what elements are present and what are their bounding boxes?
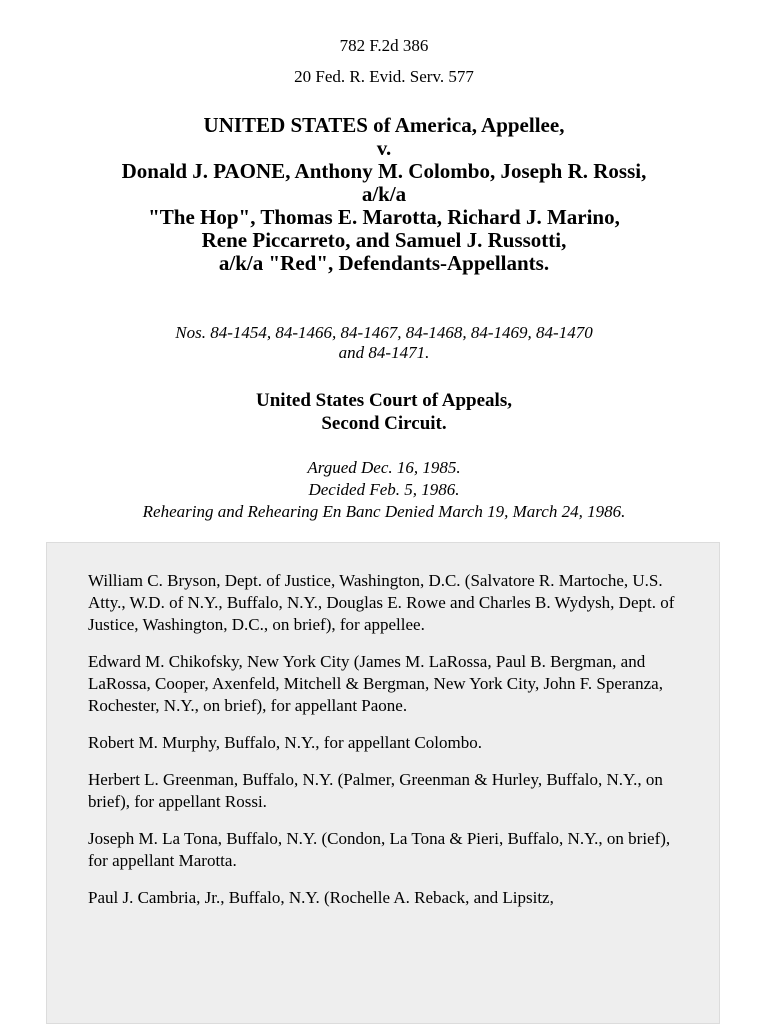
caption-line: UNITED STATES of America, Appellee, xyxy=(203,113,565,137)
caption-line: Donald J. PAONE, Anthony M. Colombo, Joseph R. Rossi, xyxy=(121,159,647,183)
counsel-entry-colombo: Robert M. Murphy, Buffalo, N.Y., for appellant Colombo. xyxy=(88,733,482,752)
caption-line: "The Hop", Thomas E. Marotta, Richard J. Marino, xyxy=(148,205,620,229)
court-name xyxy=(0,389,768,435)
caption-line: a/k/a "Red", Defendants-Appellants. xyxy=(218,251,550,275)
docket-line: and 84-1471. xyxy=(338,343,430,362)
counsel-panel xyxy=(46,542,720,1024)
decided-date: Decided Feb. 5, 1986. xyxy=(308,480,460,499)
counsel-entry-rossi: Herbert L. Greenman, Buffalo, N.Y. (Palmer, Greenman & Hurley, Buffalo, N.Y., on brief), for appellant Rossi. xyxy=(88,770,663,811)
evidence-citation: 20 Fed. R. Evid. Serv. 577 xyxy=(294,67,474,86)
court-line: Second Circuit. xyxy=(321,413,447,434)
rehearing-date: Rehearing and Rehearing En Banc Denied March 19, March 24, 1986. xyxy=(142,502,626,521)
counsel-entry-cambria: Paul J. Cambria, Jr., Buffalo, N.Y. (Rochelle A. Reback, and Lipsitz, xyxy=(88,888,554,907)
counsel-list xyxy=(47,543,719,909)
docket-numbers xyxy=(0,323,768,363)
argued-date: Argued Dec. 16, 1985. xyxy=(307,458,461,477)
court-line: United States Court of Appeals, xyxy=(256,390,512,411)
reporter-citation: 782 F.2d 386 xyxy=(339,36,429,55)
counsel-entry-marotta: Joseph M. La Tona, Buffalo, N.Y. (Condon, La Tona & Pieri, Buffalo, N.Y., on brief), for appellant Marotta. xyxy=(88,829,671,870)
caption-line: v. xyxy=(376,136,392,160)
case-dates xyxy=(0,457,768,523)
docket-line: Nos. 84-1454, 84-1466, 84-1467, 84-1468, 84-1469, 84-1470 xyxy=(175,323,593,342)
caption-line: Rene Piccarreto, and Samuel J. Russotti, xyxy=(201,228,567,252)
counsel-entry-appellee: William C. Bryson, Dept. of Justice, Washington, D.C. (Salvatore R. Martoche, U.S. Atty., W.D. of N.Y., Buffalo, N.Y., Douglas E. Rowe and Charles B. Wydysh, Dept. of Justice, Washington, D.C., on brief), for appellee. xyxy=(88,571,675,634)
case-caption xyxy=(0,114,768,275)
caption-line: a/k/a xyxy=(361,182,407,206)
counsel-entry-paone: Edward M. Chikofsky, New York City (James M. LaRossa, Paul B. Bergman, and LaRossa, Cooper, Axenfeld, Mitchell & Bergman, New York City, John F. Speranza, Rochester, N.Y., on brief), for appellant Paone. xyxy=(88,652,663,715)
